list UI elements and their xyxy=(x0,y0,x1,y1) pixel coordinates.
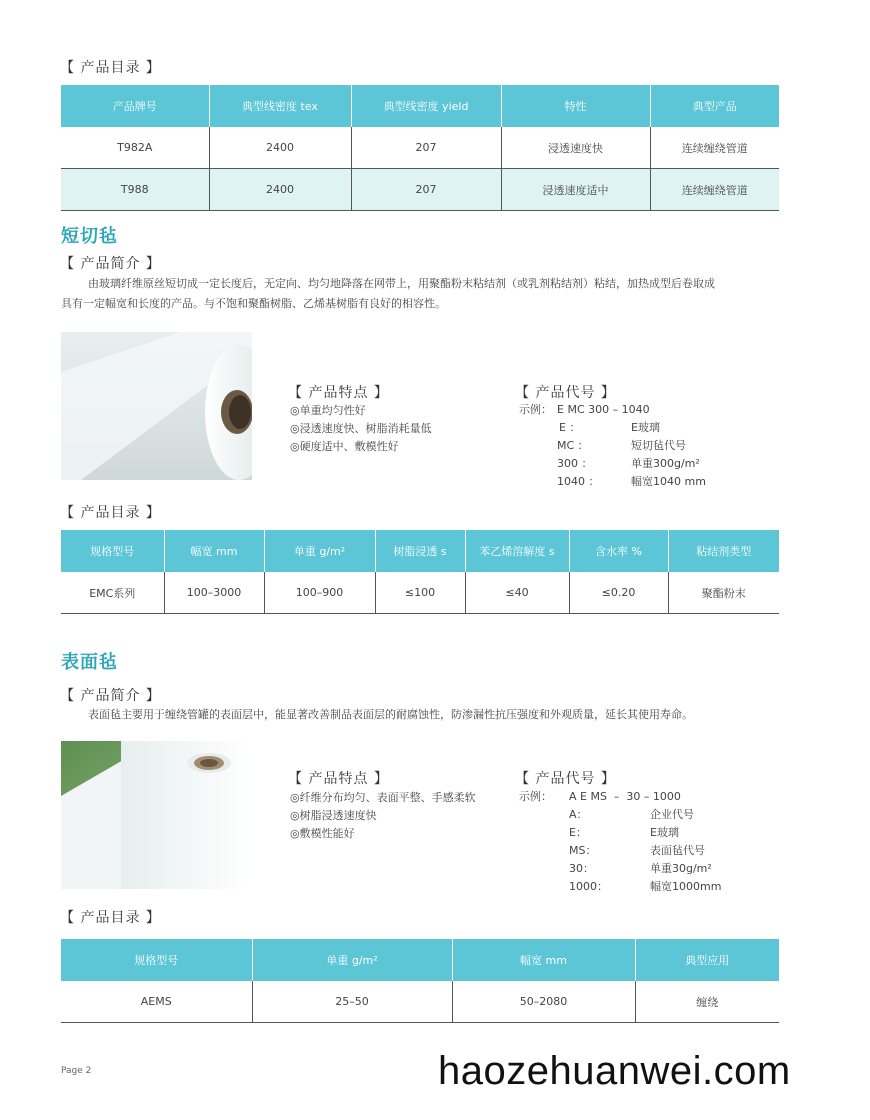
chopped-features-heading: 【 产品特点 】 xyxy=(288,385,389,401)
table-cell: 2400 xyxy=(209,127,351,169)
surface-title: 表面毡 xyxy=(61,652,118,673)
surface-code-key: 30： xyxy=(569,862,594,875)
table-header: 典型线密度 yield xyxy=(351,85,501,127)
table-cell: 100–3000 xyxy=(164,572,264,614)
table-cell: EMC系列 xyxy=(61,572,164,614)
table-cell: ≤0.20 xyxy=(569,572,668,614)
table-header: 苯乙烯溶解度 s xyxy=(465,530,569,572)
table-header: 典型线密度 tex xyxy=(209,85,351,127)
table-header: 幅宽 mm xyxy=(452,939,635,981)
surface-code-example-label: 示例： xyxy=(519,790,552,803)
table-header: 粘结剂类型 xyxy=(668,530,779,572)
surface-catalog-heading: 【 产品目录 】 xyxy=(60,910,161,926)
table-header: 树脂浸透 s xyxy=(375,530,465,572)
list-item: ◎树脂浸透速度快 xyxy=(290,809,377,822)
table-cell: 浸透速度适中 xyxy=(501,169,650,211)
chopped-code-key: 1040 ： xyxy=(557,475,600,488)
table-cell: 25–50 xyxy=(252,981,452,1023)
list-item: ◎纤维分布均匀、表面平整、手感柔软 xyxy=(290,791,476,804)
table-row xyxy=(61,127,779,169)
chopped-mat-photo xyxy=(61,332,252,480)
chopped-intro-line1: 由玻璃纤维原丝短切成一定长度后，无定向、均匀地降落在网带上，用聚酯粉末粘结剂（或乳剂粘结剂）粘结，加热成型后卷取成 xyxy=(88,277,715,290)
table-header: 规格型号 xyxy=(61,530,164,572)
surface-code-example: A E MS – 30 – 1000 xyxy=(569,790,681,803)
table-header: 幅宽 mm xyxy=(164,530,264,572)
table-cell: ≤100 xyxy=(375,572,465,614)
chopped-intro-heading: 【 产品简介 】 xyxy=(60,256,161,272)
surface-code-value: 企业代号 xyxy=(650,808,694,821)
surface-mat-photo xyxy=(61,741,252,889)
table-header: 规格型号 xyxy=(61,939,252,981)
surface-code-key: MS： xyxy=(569,844,597,857)
surface-intro-heading: 【 产品简介 】 xyxy=(60,688,161,704)
table-cell: 50–2080 xyxy=(452,981,635,1023)
list-item: ◎敷模性能好 xyxy=(290,827,355,840)
catalog1-heading: 【 产品目录 】 xyxy=(60,60,161,76)
chopped-code-example: E MC 300 – 1040 xyxy=(557,403,650,416)
chopped-code-value: E玻璃 xyxy=(631,421,660,434)
surface-code-key: A： xyxy=(569,808,588,821)
surface-intro-line1: 表面毡主要用于缠绕管罐的表面层中，能显著改善制品表面层的耐腐蚀性，防渗漏性抗压强度和外观质量，延长其使用寿命。 xyxy=(88,708,693,721)
watermark: haozehuanwei.com xyxy=(438,1049,791,1093)
table-cell: 连续缠绕管道 xyxy=(650,169,779,211)
table-cell: 浸透速度快 xyxy=(501,127,650,169)
chopped-intro-line2: 具有一定幅宽和长度的产品。与不饱和聚酯树脂、乙烯基树脂有良好的相容性。 xyxy=(61,297,446,310)
table-header: 单重 g/m² xyxy=(264,530,375,572)
table-row xyxy=(61,981,779,1023)
table-cell: 207 xyxy=(351,169,501,211)
surface-code-value: 单重30g/m² xyxy=(650,862,712,875)
list-item: ◎浸透速度快、树脂消耗量低 xyxy=(290,422,432,435)
list-item: ◎硬度适中、敷模性好 xyxy=(290,440,399,453)
table-cell: T982A xyxy=(61,127,209,169)
chopped-features-list xyxy=(290,402,500,456)
chopped-code-example-label: 示例： xyxy=(519,403,552,416)
surface-code-heading: 【 产品代号 】 xyxy=(515,771,616,787)
table-cell: T988 xyxy=(61,169,209,211)
table-cell: 连续缠绕管道 xyxy=(650,127,779,169)
table-cell: 207 xyxy=(351,127,501,169)
chopped-mat-roll-image xyxy=(61,332,252,480)
table-header: 含水率 % xyxy=(569,530,668,572)
chopped-code-value: 幅宽1040 mm xyxy=(631,475,706,488)
chopped-code-key: E ： xyxy=(559,421,581,434)
table-row xyxy=(61,169,779,211)
table-header: 特性 xyxy=(501,85,650,127)
surface-code-value: 幅宽1000mm xyxy=(650,880,722,893)
chopped-catalog-heading: 【 产品目录 】 xyxy=(60,505,161,521)
table-header: 产品牌号 xyxy=(61,85,209,127)
table-cell: 2400 xyxy=(209,169,351,211)
chopped-code-key: 300 ： xyxy=(557,457,593,470)
surface-features-heading: 【 产品特点 】 xyxy=(288,771,389,787)
list-item: ◎单重均匀性好 xyxy=(290,404,366,417)
table-header: 典型产品 xyxy=(650,85,779,127)
chopped-catalog-table xyxy=(61,530,779,614)
table-cell: ≤40 xyxy=(465,572,569,614)
chopped-code-value: 单重300g/m² xyxy=(631,457,700,470)
table-row xyxy=(61,572,779,614)
surface-code-value: E玻璃 xyxy=(650,826,679,839)
table-cell: 100–900 xyxy=(264,572,375,614)
chopped-title: 短切毡 xyxy=(61,226,118,247)
table-cell: 缠绕 xyxy=(635,981,779,1023)
chopped-code-value: 短切毡代号 xyxy=(631,439,686,452)
chopped-code-heading: 【 产品代号 】 xyxy=(515,385,616,401)
table-cell: AEMS xyxy=(61,981,252,1023)
table-header: 单重 g/m² xyxy=(252,939,452,981)
surface-features-list xyxy=(290,789,515,843)
surface-code-key: 1000： xyxy=(569,880,608,893)
chopped-code-key: MC ： xyxy=(557,439,589,452)
table-header: 典型应用 xyxy=(635,939,779,981)
catalog1-table xyxy=(61,85,779,211)
surface-mat-roll-image xyxy=(61,741,252,889)
table-cell: 聚酯粉末 xyxy=(668,572,779,614)
surface-code-key: E： xyxy=(569,826,587,839)
page-number: Page 2 xyxy=(61,1066,92,1076)
surface-code-value: 表面毡代号 xyxy=(650,844,705,857)
surface-catalog-table xyxy=(61,939,779,1023)
